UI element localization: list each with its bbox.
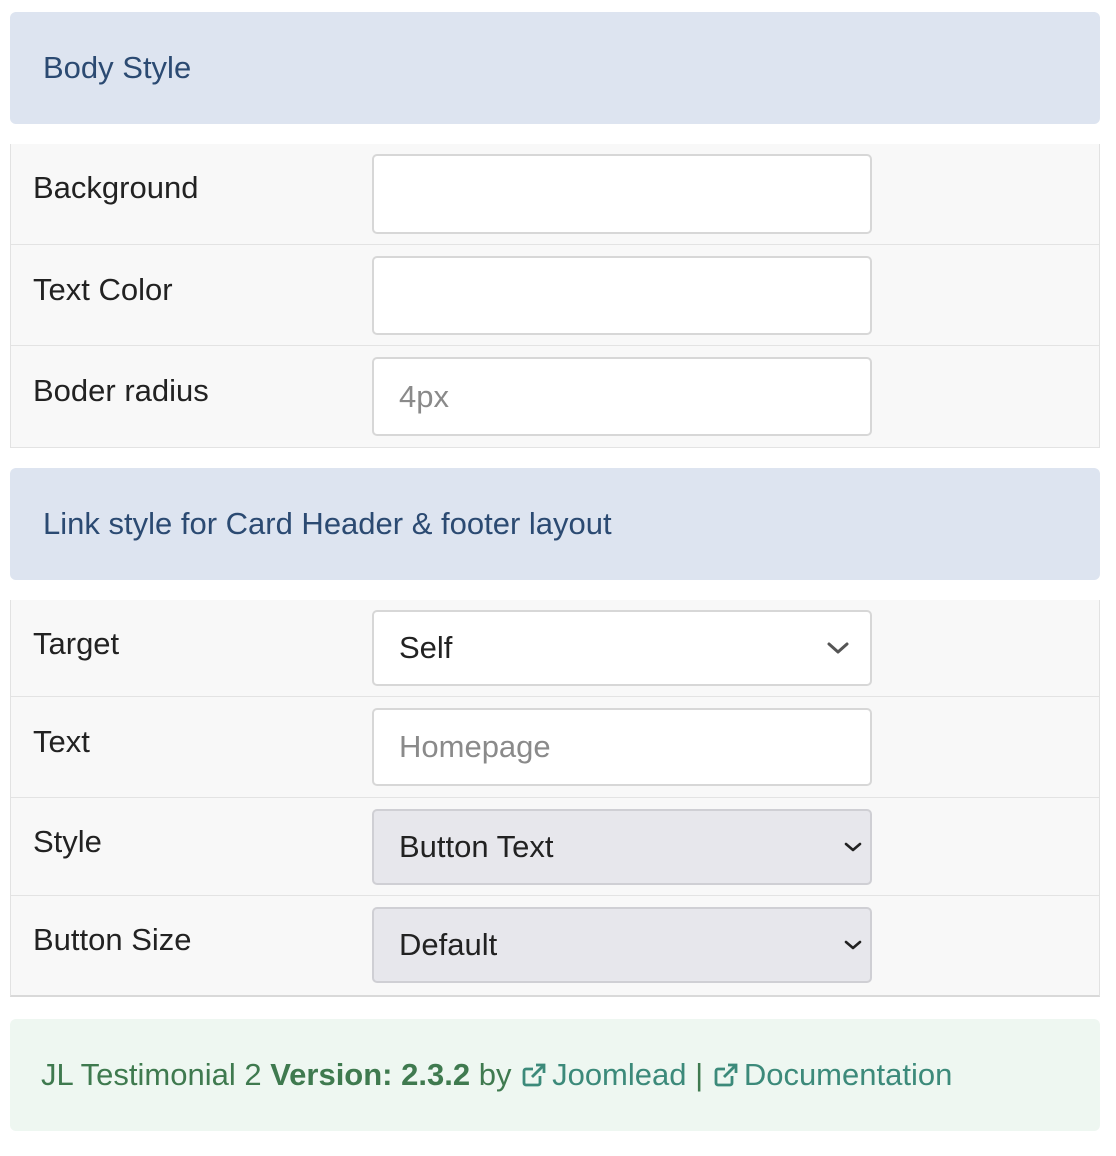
target-label: Target [33, 626, 120, 661]
by-text: by [478, 1057, 512, 1092]
link-style-header [10, 468, 1100, 580]
link-style-title: Link style for Card Header & footer layout [43, 506, 612, 541]
style-selected-value: Button Text [399, 829, 554, 864]
body-style-header [10, 12, 1100, 124]
field-row-target [11, 600, 1099, 697]
border-radius-placeholder: 4px [399, 378, 449, 414]
joomlead-link-text: Joomlead [552, 1057, 687, 1092]
external-link-icon [712, 1061, 740, 1089]
field-row-border-radius [11, 346, 1099, 448]
joomlead-link[interactable] [520, 1057, 686, 1093]
background-label: Background [33, 170, 199, 205]
target-selected-value: Self [399, 630, 453, 665]
button-size-label: Button Size [33, 922, 192, 957]
documentation-link[interactable] [712, 1057, 953, 1093]
chevron-down-icon [826, 640, 850, 656]
text-color-input[interactable] [372, 256, 872, 335]
footer-separator: | [695, 1057, 704, 1092]
field-row-text [11, 697, 1099, 798]
field-row-background [11, 144, 1099, 245]
link-text-placeholder: Homepage [399, 729, 551, 764]
documentation-link-text: Documentation [743, 1057, 953, 1092]
background-input[interactable] [372, 154, 872, 234]
version-label: Version: 2.3.2 [270, 1057, 471, 1092]
field-row-text-color [11, 245, 1099, 346]
text-label: Text [33, 724, 90, 759]
field-row-style [11, 798, 1099, 896]
link-style-fields [10, 600, 1100, 997]
border-radius-label: Boder radius [33, 373, 209, 408]
chevron-down-icon [844, 939, 862, 951]
link-text-input[interactable] [372, 708, 872, 786]
product-name: JL Testimonial 2 [41, 1057, 262, 1092]
external-link-icon [520, 1061, 548, 1089]
field-row-button-size [11, 896, 1099, 995]
body-style-title: Body Style [43, 50, 192, 85]
text-color-label: Text Color [33, 272, 173, 307]
target-select[interactable] [372, 610, 872, 686]
body-style-fields [10, 144, 1100, 448]
button-size-select[interactable] [372, 907, 872, 983]
chevron-down-icon [844, 841, 862, 853]
style-select[interactable] [372, 809, 872, 885]
style-label: Style [33, 824, 102, 859]
version-footer [10, 1019, 1100, 1131]
border-radius-input[interactable] [372, 357, 872, 436]
button-size-selected-value: Default [399, 927, 498, 962]
